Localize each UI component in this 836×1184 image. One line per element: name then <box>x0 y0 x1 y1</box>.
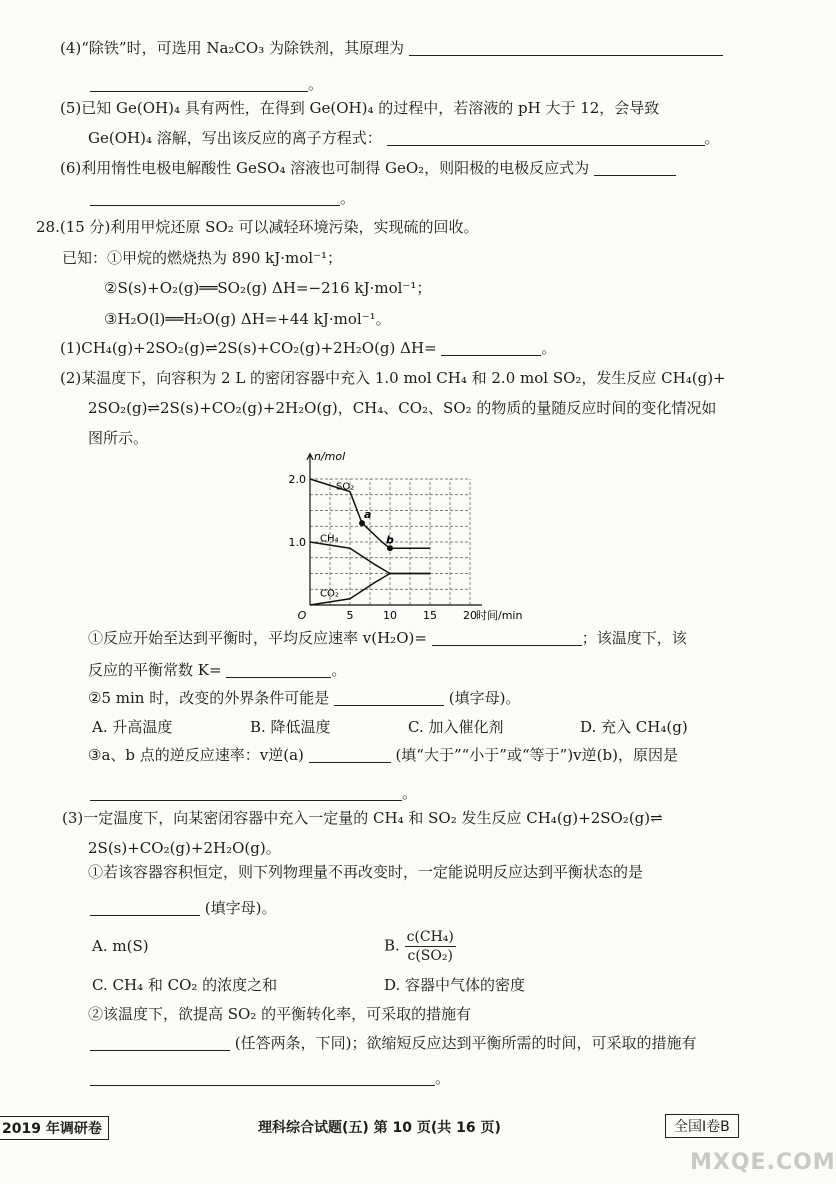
q6-text: (6)利用惰性电极电解酸性 GeSO₄ 溶液也可制得 GeO₂，则阳极的电极反应式为 <box>60 159 590 177</box>
q28-t1-line1: ①若该容器容积恒定，则下列物理量不再改变时，一定能说明反应达到平衡状态的是 <box>88 863 644 881</box>
q28-s2-blank[interactable] <box>334 691 444 706</box>
q28-known-2: ②S(s)+O₂(g)══SO₂(g) ΔH=−216 kJ·mol⁻¹； <box>104 279 432 297</box>
q6-blank-2[interactable] <box>90 191 340 206</box>
q28-t1-option-a[interactable]: A. m(S) <box>92 937 149 955</box>
q28-s1-line1 <box>88 628 687 648</box>
fraction-denominator: c(SO₂) <box>407 948 453 964</box>
q28-t1-option-c[interactable]: C. CH₄ 和 CO₂ 的浓度之和 <box>92 976 278 994</box>
q28-s3-blank-1[interactable] <box>309 748 391 763</box>
q28-s2-line <box>88 688 521 708</box>
q28-t2-blank-1[interactable] <box>90 1036 230 1051</box>
origin-label: O <box>297 609 307 622</box>
q28-part3-line1: (3)一定温度下，向某密闭容器中充入一定量的 CH₄ 和 SO₂ 发生反应 CH₄(g)+2SO₂(g)⇌ <box>62 809 663 827</box>
q28-t1-blank[interactable] <box>90 901 200 916</box>
watermark-text: MXQE.COM <box>690 1150 836 1175</box>
option-b-fraction <box>405 928 456 965</box>
q28-t1-line2 <box>90 898 277 918</box>
footer-year-label: 2019 年调研卷 <box>0 1116 109 1140</box>
q28-t2-line3 <box>90 1068 450 1088</box>
q28-part3-line2: 2S(s)+CO₂(g)+2H₂O(g)。 <box>88 839 281 857</box>
footer-page-info: 理科综合试题(五) 第 10 页(共 16 页) <box>258 1120 501 1136</box>
q28-title: 28.(15 分)利用甲烷还原 SO₂ 可以减轻环境污染，实现硫的回收。 <box>36 218 479 236</box>
q4-line1 <box>60 38 723 58</box>
q28-known-3: ③H₂O(l)══H₂O(g) ΔH=+44 kJ·mol⁻¹。 <box>104 310 391 328</box>
q28-t2-end: 。 <box>435 1069 451 1087</box>
q28-part2-line2: 2SO₂(g)⇌2S(s)+CO₂(g)+2H₂O(g)，CH₄、CO₂、SO₂ 的物质的量随反应时间的变化情况如 <box>88 399 717 417</box>
q28-s3-line2 <box>90 783 417 803</box>
q4-blank-1[interactable] <box>409 41 723 56</box>
q28-s2-option-b[interactable]: B. 降低温度 <box>250 718 331 736</box>
point-label-b: b <box>386 533 394 547</box>
q5-text: Ge(OH)₄ 溶解，写出该反应的离子方程式： <box>88 129 382 147</box>
chart-labels <box>289 450 523 622</box>
q6-line1 <box>60 158 676 178</box>
mole-time-chart <box>270 449 560 625</box>
x-tick-label-0: 5 <box>346 609 354 622</box>
q28-s3-blank-2[interactable] <box>90 786 402 801</box>
footer-paper-type: 全国Ⅰ卷B <box>665 1114 739 1138</box>
x-tick-label-2: 15 <box>423 609 437 622</box>
q28-part1 <box>60 338 556 358</box>
q28-t2-line2 <box>90 1033 697 1053</box>
q28-s2-option-a[interactable]: A. 升高温度 <box>92 718 173 736</box>
q28-s1-text2: 反应的平衡常数 K= <box>88 661 222 679</box>
q28-known-1: 已知：①甲烷的燃烧热为 890 kJ·mol⁻¹； <box>62 249 343 267</box>
q28-part2-line3: 图所示。 <box>88 429 149 447</box>
q28-s1-blank-2[interactable] <box>226 663 331 678</box>
q28-t1-tail: (填字母)。 <box>204 899 277 917</box>
x-axis-label: 时间/min <box>476 609 523 622</box>
q4-line2 <box>90 74 323 94</box>
q28-s1-blank-1[interactable] <box>432 631 582 646</box>
q5-end: 。 <box>704 129 720 147</box>
q28-s3-text-a: ③a、b 点的逆反应速率：v逆(a) <box>88 746 304 764</box>
q28-part2-line1: (2)某温度下，向容积为 2 L 的密闭容器中充入 1.0 mol CH₄ 和 2.0 mol SO₂，发生反应 CH₄(g)+ <box>60 369 726 387</box>
series-label-2: CO₂ <box>320 588 339 600</box>
q28-s2-option-c[interactable]: C. 加入催化剂 <box>408 718 504 736</box>
q28-s3-text-b: (填“大于”“小于”或“等于”)v逆(b)，原因是 <box>395 746 678 764</box>
series-label-1: CH₄ <box>320 533 339 545</box>
q28-s1-text: ①反应开始至达到平衡时，平均反应速率 v(H₂O)= <box>88 629 427 647</box>
y-tick-label-0: 1.0 <box>288 536 306 549</box>
q28-s1-mid: ；该温度下，该 <box>581 629 687 647</box>
q28-s2-text: ②5 min 时，改变的外界条件可能是 <box>88 689 330 707</box>
q5-line1: (5)已知 Ge(OH)₄ 具有两性，在得到 Ge(OH)₄ 的过程中，若溶液的 pH 大于 12，会导致 <box>60 99 660 117</box>
q4-text: (4)“除铁”时，可选用 Na₂CO₃ 为除铁剂，其原理为 <box>60 39 404 57</box>
y-tick-label-1: 2.0 <box>288 473 306 486</box>
q5-blank[interactable] <box>387 131 705 146</box>
q28-t1-option-b[interactable] <box>384 928 456 965</box>
q28-part1-end: 。 <box>541 339 557 357</box>
q28-t2-blank-2[interactable] <box>90 1071 435 1086</box>
option-b-label: B. <box>384 936 400 955</box>
q28-s1-line2 <box>88 660 346 680</box>
q4-end: 。 <box>308 75 324 93</box>
q28-t1-option-d[interactable]: D. 容器中气体的密度 <box>384 976 526 994</box>
q28-t2-mid: (任答两条，下同)；欲缩短反应达到平衡所需的时间，可采取的措施有 <box>234 1034 697 1052</box>
q4-blank-2[interactable] <box>90 77 308 92</box>
q28-part1-blank[interactable] <box>441 341 541 356</box>
q5-line2 <box>88 128 720 148</box>
q28-s3-line1 <box>88 745 678 765</box>
q6-blank-1[interactable] <box>594 161 676 176</box>
fraction-numerator: c(CH₄) <box>406 929 454 945</box>
q28-s1-end: 。 <box>331 661 347 679</box>
y-axis-label: n/mol <box>314 449 346 463</box>
q28-s2-tail: (填字母)。 <box>448 689 521 707</box>
q6-end: 。 <box>340 189 356 207</box>
x-tick-label-1: 10 <box>383 609 397 622</box>
chart-axes <box>307 454 482 605</box>
q28-s3-end: 。 <box>402 784 418 802</box>
point-label-a: a <box>364 508 372 522</box>
q28-t2-line1: ②该温度下，欲提高 SO₂ 的平衡转化率，可采取的措施有 <box>88 1005 472 1023</box>
series-label-0: SO₂ <box>336 481 355 493</box>
q28-s2-option-d[interactable]: D. 充入 CH₄(g) <box>580 718 688 736</box>
q28-part1-text: (1)CH₄(g)+2SO₂(g)⇌2S(s)+CO₂(g)+2H₂O(g) ΔH= <box>60 339 437 357</box>
q6-line2 <box>90 188 355 208</box>
x-tick-label-3: 20 <box>463 609 477 622</box>
